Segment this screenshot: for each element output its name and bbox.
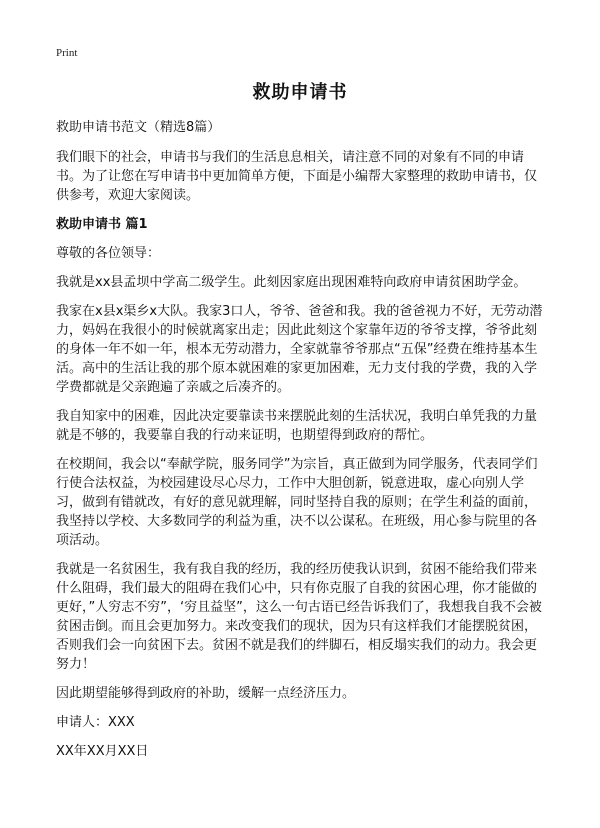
body-paragraph: 我就是一名贫困生，我有我自我的经历，我的经历使我认识到，贫困不能给我们带来什么阻碍，我们最大的阻碍在我们心中，只有你克服了自我的贫困心理，你才能做的更好，”人穷志不穷”，‘穷且益坚”，这么一句古语已经告诉我们了，我想我自我不会被贫困击倒。而且会更加努力。来改变我们的现状，因为只有这样我们才能摆脱贫困，否则我们会一向贫困下去。贫困不就是我们的绊脚石，相反塌实我们的动力。我会更努力！ bbox=[56, 562, 542, 672]
document-subtitle: 救助申请书范文（精选8篇） bbox=[56, 120, 221, 135]
document-date: XX年XX月XX日 bbox=[56, 744, 149, 759]
body-paragraph: 我就是xx县孟坝中学高二级学生。此刻因家庭出现困难特向政府申请贫困助学金。 bbox=[56, 275, 527, 290]
applicant-signature: 申请人：XXX bbox=[56, 715, 135, 730]
body-paragraph: 我自知家中的困难，因此决定要靠读书来摆脱此刻的生活状况，我明白单凭我的力量就是不够的，我要靠自我的行动来证明，也期望得到政府的帮忙。 bbox=[56, 409, 538, 443]
body-paragraph: 在校期间，我会以“奉献学院，服务同学”为宗旨，真正做到为同学服务，代表同学们行使合法权益，为校园建设尽心尽力，工作中大胆创新，锐意进取，虚心向别人学习，做到有错就改，有好的意见就理解，同时坚持自我的原则；在学生利益的面前，我坚持以学校、大多数同学的利益为重，决不以公谋私。在班级，用心参与院里的各项活动。 bbox=[56, 457, 538, 548]
salutation: 尊敬的各位领导： bbox=[56, 246, 161, 261]
document-title: 救助申请书 bbox=[252, 82, 348, 103]
intro-paragraph: 我们眼下的社会，申请书与我们的生活息息相关，请注意不同的对象有不同的申请书。为了让您在写申请书中更加简单方便，下面是小编帮大家整理的救助申请书，仅供参考，欢迎大家阅读。 bbox=[56, 150, 538, 203]
print-link[interactable]: Print bbox=[56, 47, 78, 59]
body-paragraph: 因此期望能够得到政府的补助，缓解一点经济压力。 bbox=[56, 686, 356, 701]
section-heading: 救助申请书 篇1 bbox=[56, 217, 148, 232]
document-body bbox=[56, 118, 544, 771]
body-paragraph: 我家在x县x渠乡x大队。我家3口人，爷爷、爸爸和我。我的爸爸视力不好，无劳动潜力，妈妈在我很小的时候就离家出走；因此此刻这个家靠年迈的爷爷支撑，爷爷此刻的身体一年不如一年，根本无劳动潜力，全家就靠爷爷那点“五保”经费在维持基本生活。高中的生活让我的那个原本就困难的家更加困难，无力支付我的学费，我的入学学费都就是父亲跑遍了亲戚之后凑齐的。 bbox=[56, 304, 543, 395]
